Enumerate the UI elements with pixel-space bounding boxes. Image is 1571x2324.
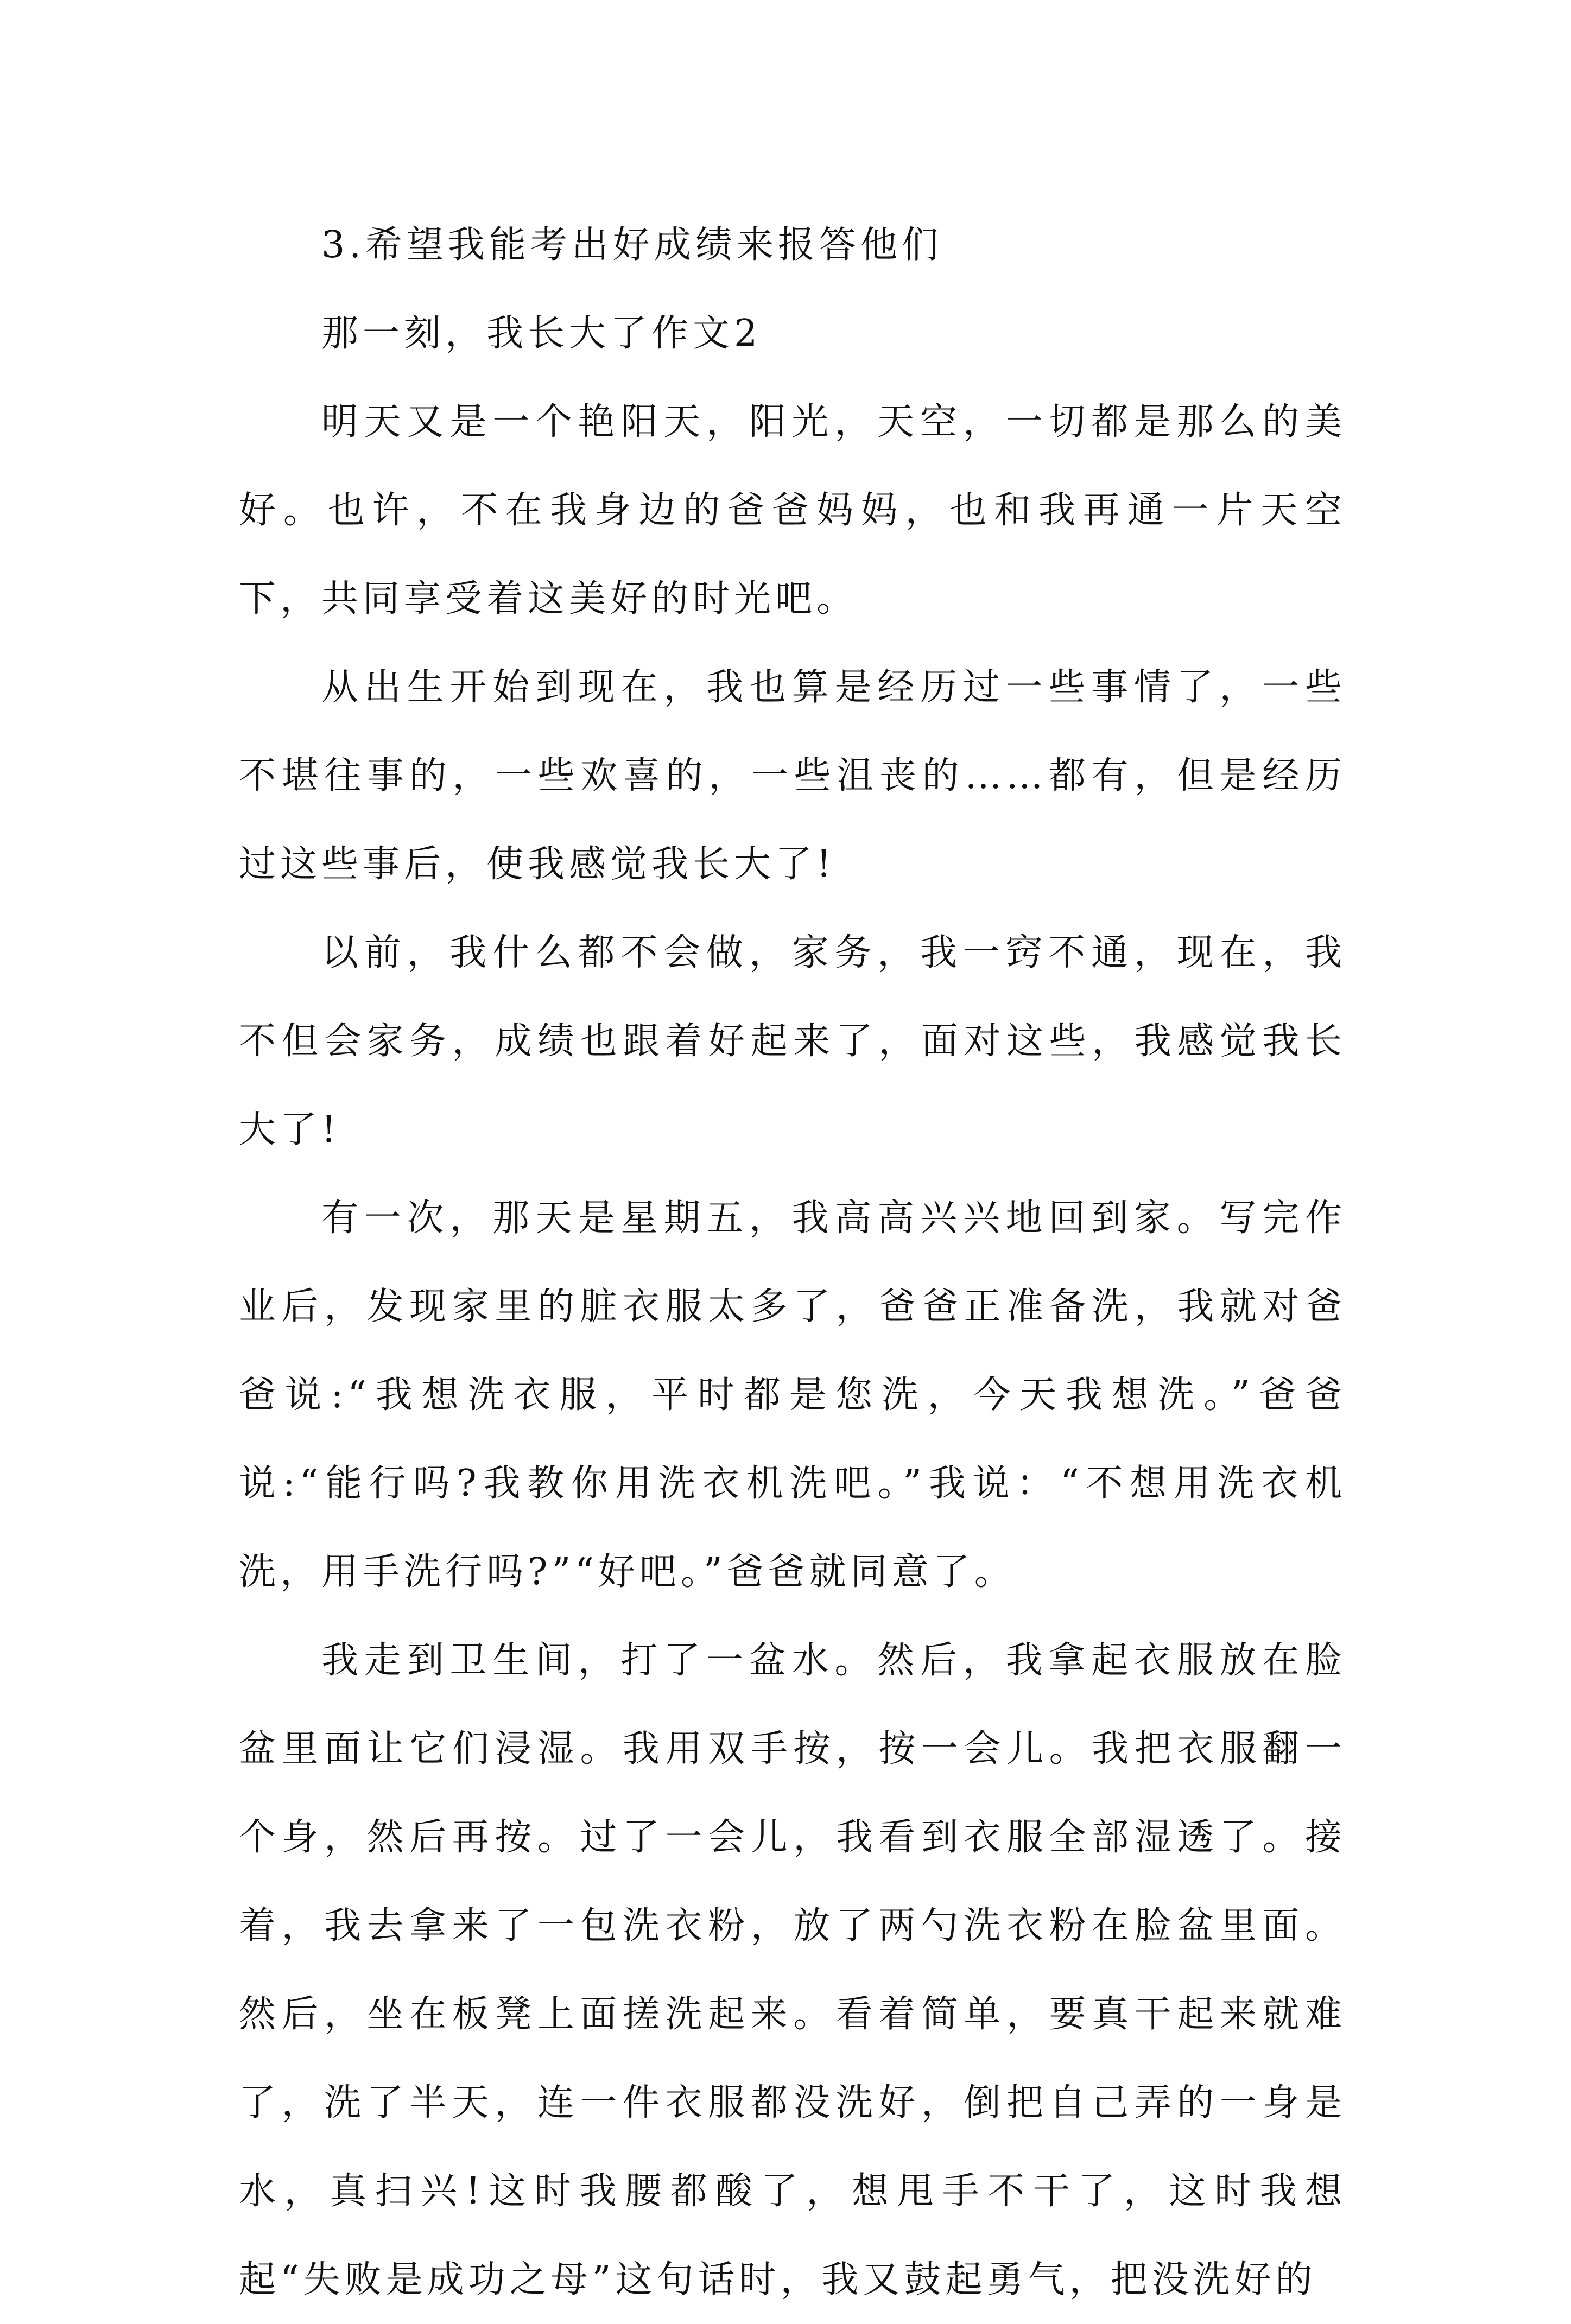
essay-title: 那一刻，我长大了作文2: [321, 312, 762, 355]
paragraph: 从出生开始到现在，我也算是经历过一些事情了，一些不堪往事的，一些欢喜的，一些沮丧的……都有，但是经历过这些事后，使我感觉我长大了!: [239, 666, 1346, 886]
paragraph: 我走到卫生间，打了一盆水。然后，我拿起衣服放在脸盆里面让它们浸湿。我用双手按，按一会儿。我把衣服翻一个身，然后再按。过了一会儿，我看到衣服全部湿透了。接着，我去拿来了一包洗衣粉，放了两勺洗衣粉在脸盆里面。然后，坐在板凳上面搓洗起来。看着简单，要真干起来就难了，洗了半天，连一件衣服都没洗好，倒把自己弄的一身是水，真扫兴!这时我腰都酸了，想甩手不干了，这时我想起“失败是成功之母”这句话时，我又鼓起勇气，把没洗好的: [239, 1639, 1346, 2301]
paragraph: 有一次，那天是星期五，我高高兴兴地回到家。写完作业后，发现家里的脏衣服太多了，爸爸正准备洗，我就对爸爸说:“我想洗衣服，平时都是您洗，今天我想洗。”爸爸说:“能行吗?我教你用洗衣机洗吧。”我说：“不想用洗衣机洗，用手洗行吗?”“好吧。”爸爸就同意了。: [239, 1197, 1346, 1593]
paragraph: 明天又是一个艳阳天，阳光，天空，一切都是那么的美好。也许，不在我身边的爸爸妈妈，也和我再通一片天空下，共同享受着这美好的时光吧。: [239, 401, 1346, 620]
paragraph-list-item: 3.希望我能考出好成绩来报答他们: [321, 224, 943, 266]
document-body: [239, 201, 1346, 2324]
paragraph: 以前，我什么都不会做，家务，我一窍不通，现在，我不但会家务，成绩也跟着好起来了，面对这些，我感觉我长大了!: [239, 931, 1346, 1151]
